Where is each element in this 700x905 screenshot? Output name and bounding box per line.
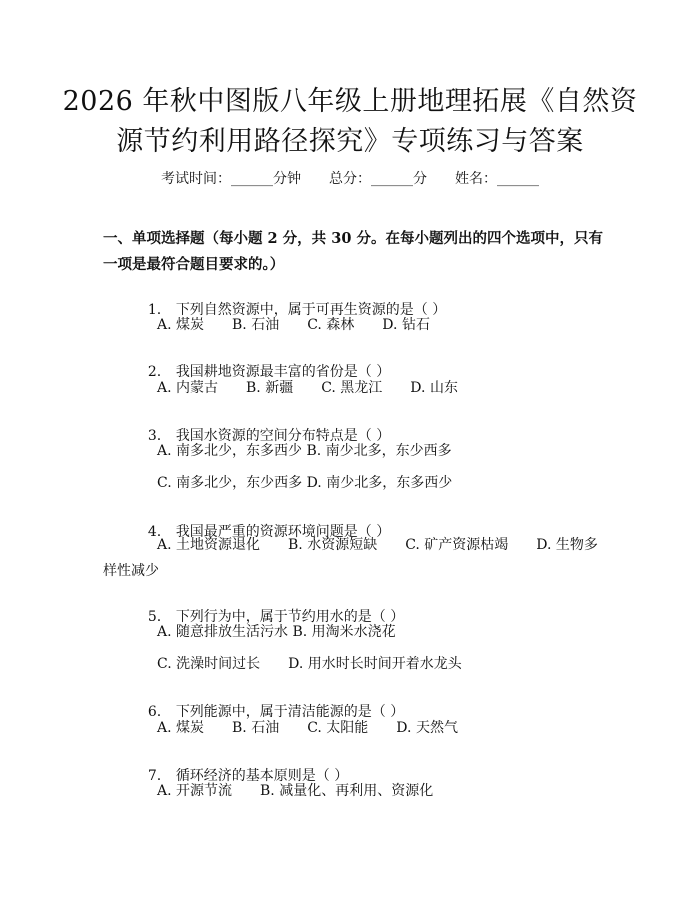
question-stem: 我国最严重的资源环境问题是（ ）: [175, 524, 391, 540]
question-1-options: A. 煤炭 B. 石油 C. 森林 D. 钻石: [157, 317, 430, 333]
question-number: 1.: [147, 302, 162, 318]
question-3-options-row-1: A. 南多北少，东多西少 B. 南少北多，东少西多: [157, 443, 452, 459]
question-6-options: A. 煤炭 B. 石油 C. 太阳能 D. 天然气: [157, 720, 458, 736]
exam-title: 2026 年秋中图版八年级上册地理拓展《自然资源节约利用路径探究》专项练习与答案: [62, 86, 638, 157]
question-stem: 下列行为中，属于节约用水的是（ ）: [175, 609, 405, 625]
question-stem: 我国水资源的空间分布特点是（ ）: [175, 428, 391, 444]
question-number: 3.: [147, 428, 162, 444]
question-number: 7.: [147, 768, 162, 784]
section-heading-single-choice: 一、单项选择题（每小题 2 分，共 30 分。在每小题列出的四个选项中，只有一项是最符合题目要求的。）: [103, 230, 603, 273]
question-stem: 下列自然资源中，属于可再生资源的是（ ）: [175, 302, 447, 318]
question-stem: 循环经济的基本原则是（ ）: [175, 768, 349, 784]
question-3-options-row-2: C. 南多北少，东少西多 D. 南少北多，东多西少: [157, 475, 453, 491]
question-7-options: A. 开源节流 B. 减量化、再利用、资源化: [157, 783, 434, 799]
question-5-options-row-2: C. 洗澡时间过长 D. 用水时长时间开着水龙头: [157, 656, 462, 672]
question-number: 2.: [147, 364, 162, 380]
question-number: 6.: [147, 704, 162, 720]
question-5-options-row-1: A. 随意排放生活污水 B. 用淘米水浇花: [157, 624, 396, 640]
question-stem: 下列能源中，属于清洁能源的是（ ）: [175, 704, 405, 720]
question-number: 4.: [147, 524, 162, 540]
question-4-options: A. 土地资源退化 B. 水资源短缺 C. 矿产资源枯竭 D. 生物多样性减少: [103, 537, 598, 579]
question-number: 5.: [147, 609, 162, 625]
question-2-options: A. 内蒙古 B. 新疆 C. 黑龙江 D. 山东: [157, 380, 458, 396]
question-stem: 我国耕地资源最丰富的省份是（ ）: [175, 364, 391, 380]
exam-meta-line: 考试时间：______分钟 总分：______分 姓名：______: [161, 171, 539, 187]
